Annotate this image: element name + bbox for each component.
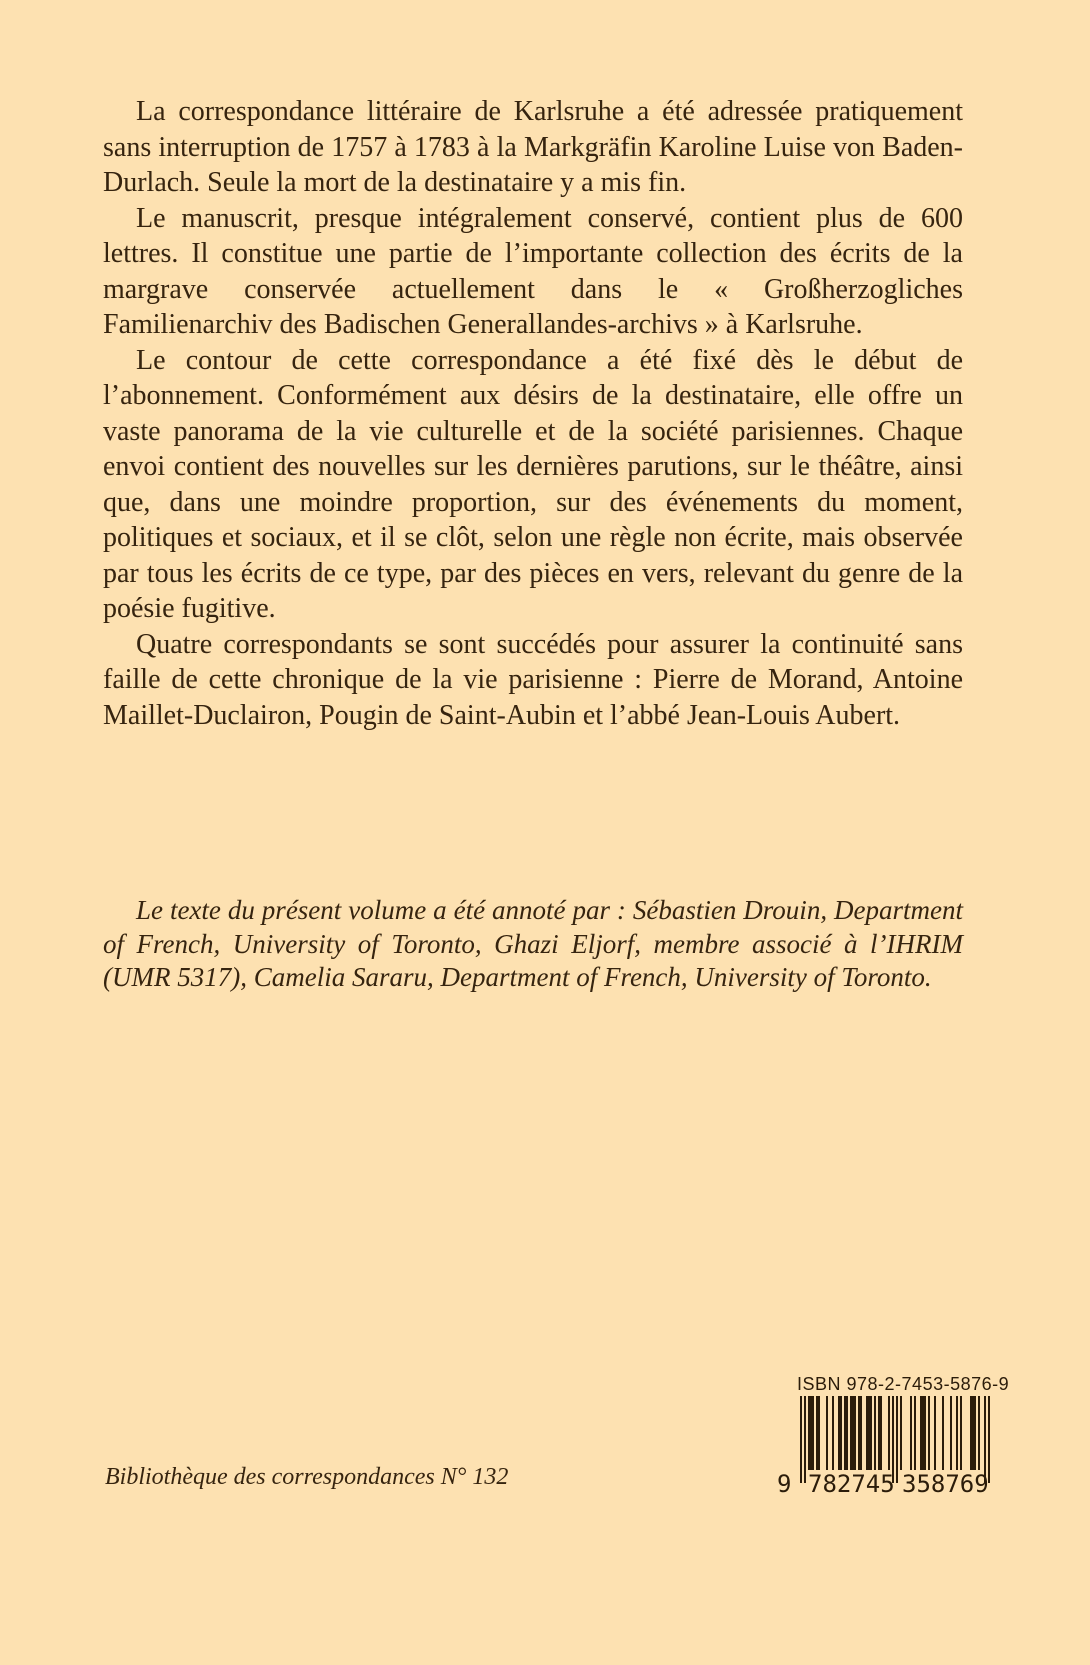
blurb-paragraph: Quatre correspondants se sont succédés pour assurer la continuité sans faille de cette chronique de la vie parisienne : Pierre de Morand, Antoine Maillet-Duclairon, Pougin de Saint-Aubin et l’abbé Jean-Louis Aubert.: [103, 628, 963, 731]
ean-digits-right-group: 358769: [902, 1470, 989, 1498]
blurb-text-block: [103, 94, 963, 733]
isbn-number: ISBN 978-2-7453-5876-9: [797, 1374, 1010, 1394]
ean-digits: [777, 1470, 990, 1500]
blurb-paragraph: La correspondance littéraire de Karlsruhe a été adressée pratiquement sans interruption de 1757 à 1783 à la Markgräfin Karoline Luise von Baden-Durlach. Seule la mort de la destinataire y a mis fin.: [103, 96, 963, 198]
series-label: Bibliothèque des correspondances N° 132: [105, 1464, 509, 1490]
ean-digit-first: 9: [777, 1470, 792, 1498]
annotation-block: [103, 894, 963, 995]
blurb-paragraph: Le contour de cette correspondance a été fixé dès le début de l’abonnement. Conformément aux désirs de la destinataire, elle offre un vaste panorama de la vie culturelle et de la société parisiennes. Chaque envoi contient des nouvelles sur les dernières parutions, sur le théâtre, ainsi que, dans une moindre proportion, sur des événements du moment, politiques et sociaux, et il se clôt, selon une règle non écrite, mais observée par tous les écrits de ce type, par des pièces en vers, relevant du genre de la poésie fugitive.: [103, 344, 963, 624]
isbn-block: [775, 1374, 1010, 1504]
ean-digits-left-group: 782745: [808, 1470, 895, 1498]
annotation-paragraph: Le texte du présent volume a été annoté par : Sébastien Drouin, Department of French, University of Toronto, Ghazi Eljorf, membre associé à l’IHRIM (UMR 5317), Camelia Sararu, Department of French, University of Toronto.: [103, 895, 963, 992]
blurb-paragraph: Le manuscrit, presque intégralement conservé, contient plus de 600 lettres. Il constitue une partie de l’importante collection des écrits de la margrave conservée actuellement dans le « Großherzogliches Familienarchiv des Badischen Generallandes-archivs » à Karlsruhe.: [103, 202, 963, 340]
